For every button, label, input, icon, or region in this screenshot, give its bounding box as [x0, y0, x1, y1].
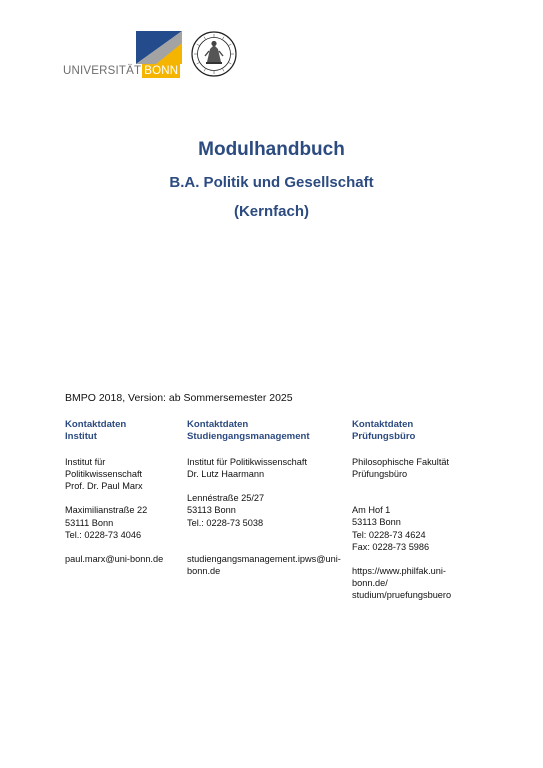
logo-word-bonn: BONN [144, 65, 179, 77]
document-title: Modulhandbuch [198, 139, 345, 160]
contact-address-block: Philosophische Fakultät Prüfungsbüro [352, 456, 450, 480]
contact-heading: Kontaktdaten Prüfungsbüro [352, 419, 416, 443]
contact-street-block: Am Hof 1 53113 Bonn Tel: 0228-73 4624 Fax: 0228-73 5986 [352, 505, 430, 552]
contact-address-block: Institut für Politikwissenschaft Prof. Dr. Paul Marx [65, 456, 143, 492]
university-logo-wordmark [63, 64, 180, 78]
version-line: BMPO 2018, Version: ab Sommersemester 2025 [65, 392, 293, 404]
contact-column-studiengangsmanagement [187, 419, 347, 577]
contact-website-link[interactable]: https://www.philfak.uni- bonn.de/ studium/pruefungsbuero [352, 566, 452, 601]
contact-column-institut [65, 419, 183, 565]
faculty-seal-icon [191, 31, 237, 77]
contact-street-block: Lennéstraße 25/27 53113 Bonn Tel.: 0228-73 5038 [187, 493, 265, 528]
contact-address-block: Institut für Politikwissenschaft Dr. Lutz Haarmann [187, 456, 307, 480]
program-title: B.A. Politik und Gesellschaft [169, 174, 374, 191]
university-logo-mark [136, 31, 182, 64]
contact-email-link[interactable]: studiengangsmanagement.ipws@uni- bonn.de [187, 553, 341, 577]
contact-column-pruefungsbuero [352, 419, 492, 602]
contact-heading: Kontaktdaten Studiengangsmanagement [187, 419, 310, 443]
contact-email-link[interactable]: paul.marx@uni-bonn.de [65, 554, 164, 565]
contact-street-block: Maximilianstraße 22 53111 Bonn Tel.: 0228-73 4046 [65, 505, 148, 540]
logo-word-universitaet: UNIVERSITÄT [63, 65, 142, 77]
subject-title: (Kernfach) [233, 203, 309, 220]
contact-heading: Kontaktdaten Institut [65, 419, 127, 443]
